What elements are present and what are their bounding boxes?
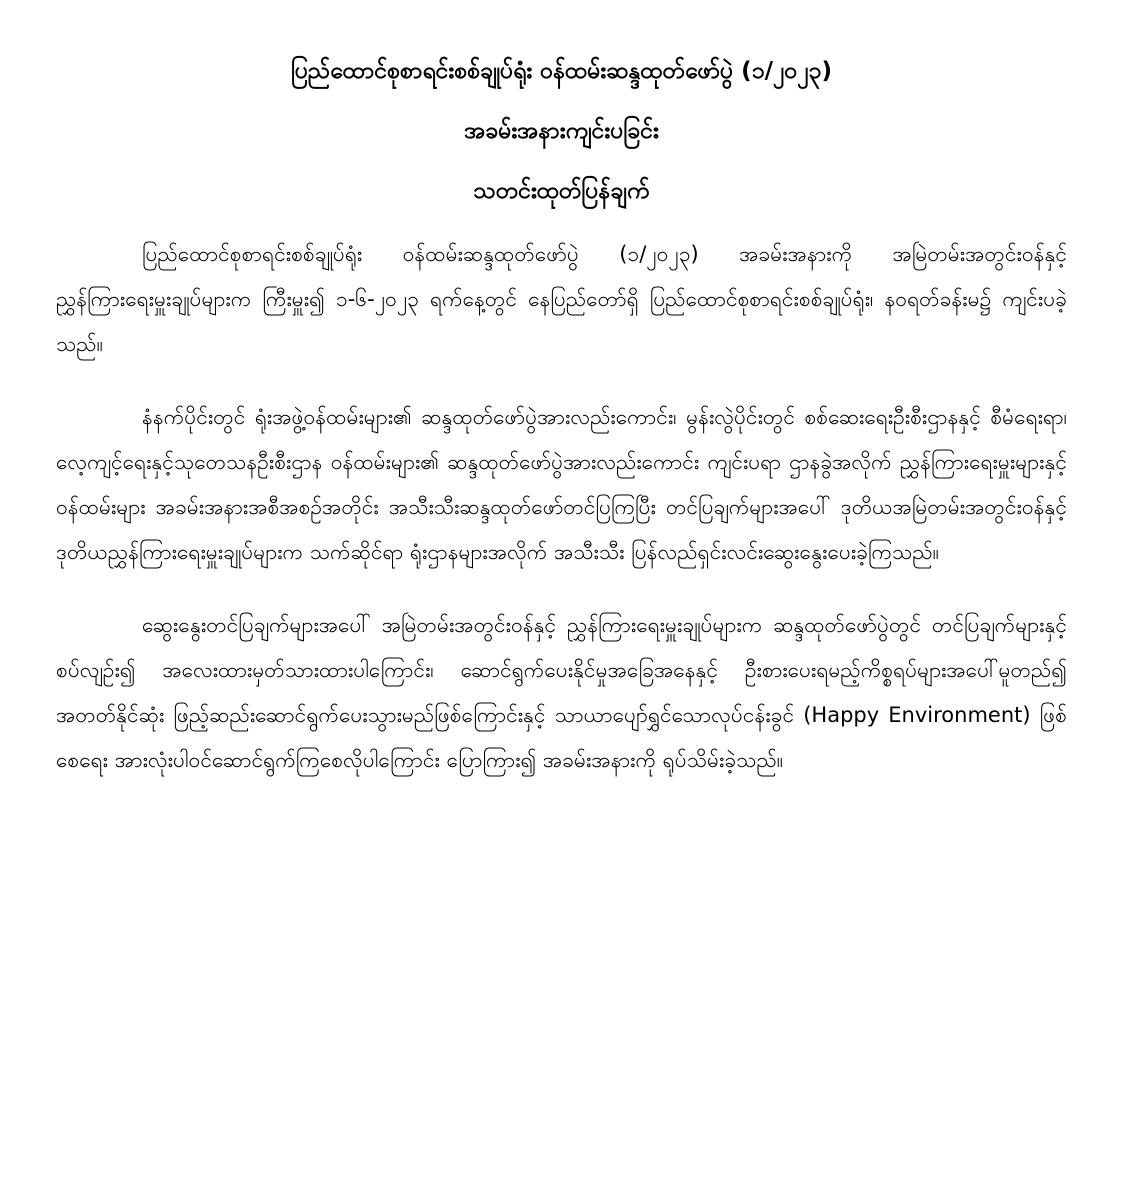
paragraph-1: ပြည်ထောင်စုစာရင်းစစ်ချုပ်ရုံး ဝန်ထမ်းဆန္ဒထုတ်ဖော်ပွဲ (၁/၂၀၂၃) အခမ်းအနားကို အမြဲတမ်းအတွင်းဝန်နှင့် ညွှန်ကြားရေးမှူးချုပ်များက ကြီးမှူး၍ ၁-၆-၂၀၂၃ ရက်နေ့တွင် နေပြည်တော်ရှိ ပြည်ထောင်စုစာရင်းစစ်ချုပ်ရုံး၊ နဝရတ်ခန်းမ၌ ကျင်းပခဲ့သည်။ (56, 242, 1067, 356)
press-release-heading: သတင်းထုတ်ပြန်ချက် (473, 178, 650, 204)
document-title: ပြည်ထောင်စုစာရင်းစစ်ချုပ်ရုံး ဝန်ထမ်းဆန္ဒထုတ်ဖော်ပွဲ (၁/၂၀၂၃) (290, 58, 833, 84)
paragraph-3: ဆွေးနွေးတင်ပြချက်များအပေါ် အမြဲတမ်းအတွင်းဝန်နှင့် ညွှန်ကြားရေးမှူးချုပ်များက ဆန္ဒထုတ်ဖော်ပွဲတွင် တင်ပြချက်များနှင့်စပ်လျဉ်း၍ အလေးထားမှတ်သားထားပါကြောင်း၊ ဆောင်ရွက်ပေးနိုင်မှုအခြေအနေနှင့် ဦးစားပေးရမည့်ကိစ္စရပ်များအပေါ်မူတည်၍ အတတ်နိုင်ဆုံး ဖြည့်ဆည်းဆောင်ရွက်ပေးသွားမည်ဖြစ်ကြောင်းနှင့် သာယာပျော်ရွှင်သောလုပ်ငန်းခွင် (Happy Environment) ဖြစ်စေရေး အားလုံးပါဝင်ဆောင်ရွက်ကြစေလိုပါကြောင်း ပြောကြား၍ အခမ်းအနားကို ရုပ်သိမ်းခဲ့သည်။ (56, 613, 1067, 772)
paragraph-2: နံနက်ပိုင်းတွင် ရုံးအဖွဲ့ဝန်ထမ်းများ၏ ဆန္ဒထုတ်ဖော်ပွဲအားလည်းကောင်း၊ မွန်းလွဲပိုင်းတွင် စစ်ဆေးရေးဦးစီးဌာနနှင့် စီမံရေးရာ၊ လေ့ကျင့်ရေးနှင့်သုတေသနဦးစီးဌာန ဝန်ထမ်းများ၏ ဆန္ဒထုတ်ဖော်ပွဲအားလည်းကောင်း ကျင်းပရာ ဌာနခွဲအလိုက် ညွှန်ကြားရေးမှူးများနှင့် ဝန်ထမ်းများ အခမ်းအနားအစီအစဉ်အတိုင်း အသီးသီးဆန္ဒထုတ်ဖော်တင်ပြကြပြီး တင်ပြချက်များအပေါ် ဒုတိယအမြဲတမ်းအတွင်းဝန်နှင့် ဒုတိယညွှန်ကြားရေးမှူးချုပ်များက သက်ဆိုင်ရာ ရုံးဌာနများအလိုက် အသီးသီး ပြန်လည်ရှင်းလင်းဆွေးနွေးပေးခဲ့ကြသည်။ (56, 405, 1067, 564)
document-subtitle: အခမ်းအနားကျင်းပခြင်း (464, 118, 659, 144)
